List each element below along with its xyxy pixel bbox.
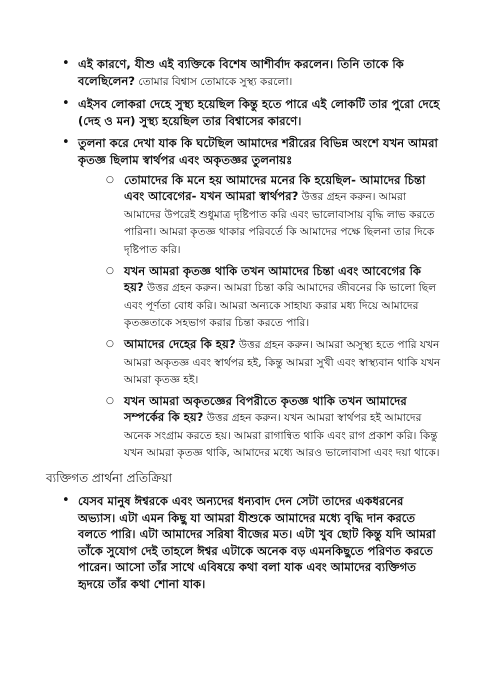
final-bullet-list: [60, 493, 443, 593]
list-item: [60, 56, 443, 90]
bullet-bold-text: এইসব লোকরা দেহে সুস্থ্য হয়েছিল কিন্তু হতে পারে এই লোকটি তার পুরো দেহে (দেহ ও মন) সুস্থ্য হয়েছিল তার বিশ্বাসের কারণে।: [78, 97, 440, 128]
sub-list-item: [106, 393, 443, 462]
sub-list-item: [106, 263, 443, 332]
list-item: [60, 135, 443, 462]
sub-bullet-bold-text: তোমাদের কি মনে হয় আমাদের মনের কি হয়েছিল- আমাদের চিন্তা এবং আবেগের- যখন আমরা স্বার্থপর?: [124, 172, 426, 204]
section-heading: ব্যক্তিগত প্রার্থনা প্রতিক্রিয়া: [46, 471, 173, 486]
sub-bullet-bold-text: যখন আমরা কৃতজ্ঞ থাকি তখন আমাদের চিন্তা এবং আবেগের কি হয়?: [124, 263, 422, 295]
sub-bullet-bold-text: আমাদের দেহের কি হয়?: [124, 336, 236, 351]
sub-bullet-normal-text: উত্তর গ্রহন করুন। আমরা আমাদের উপরেই শুধুমাত্র দৃষ্টিপাত করি এবং ভালোবাসায় বৃদ্ধি লাভ করতে পারিনা। আমরা কৃতজ্ঞ থাকার পরিবর্তে কি আমাদের পক্ষে ছিলনা তার দিকে দৃষ্টিপাত করি।: [124, 191, 435, 256]
sub-bullet-list: [78, 172, 443, 463]
final-bullet-text: যেসব মানুষ ঈশ্বরকে এবং অন্যদের ধন্যবাদ দেন সেটা তাদের একধরনের অভ্যাস। এটা এমন কিছু যা আমরা যীশুকে আমাদের মধ্যে বৃদ্ধি দান করতে বলতে পারি। এটা আমাদের সরিষা বীজের মত। এটা খুব ছোট কিন্তু যদি আমরা তাঁকে সুযোগ দেই তাহলে ঈশ্বর এটাকে অনেক বড় এমনকিছুতে পরিণত করতে পারেন। আসো তাঁর সাথে এবিষয়ে কথা বলা যাক এবং আমাদের ব্যক্তিগত হৃদয়ে তাঁর কথা শোনা যাক।: [78, 494, 436, 592]
bullet-bold-text: তুলনা করে দেখা যাক কি ঘটেছিল আমাদের শরীরের বিভিন্ন অংশে যখন আমরা কৃতজ্ঞ ছিলাম স্বার্থপর এবং অকৃতজ্ঞর তুলনায়ঃ: [78, 136, 438, 167]
bullet-bold-text: এই কারণে, যীশু এই ব্যক্তিকে বিশেষ আশীর্বাদ করলেন। তিনি তাকে কি বলেছিলেন?: [78, 57, 404, 88]
sub-list-item: [106, 336, 443, 389]
bullet-list: [60, 56, 443, 462]
sub-bullet-normal-text: উত্তর গ্রহন করুন। আমরা চিন্তা করি আমাদের জীবনের কি ভালো ছিল এবং পূর্ণতা বোধ করি। আমরা অন্যকে সাহায্য করার মধ্য দিয়ে আমাদের কৃতজ্ঞতাকে সহভাগ করার চিন্তা করতে পারি।: [124, 282, 437, 330]
sub-list-item: [106, 172, 443, 259]
sub-bullet-normal-text: উত্তর গ্রহন করুন। যখন আমরা স্বার্থপর হই আমাদের অনেক সংগ্রাম করতে হয়। আমরা রাগান্বিত থাকি এবং রাগ প্রকাশ করি। কিন্তু যখন আমরা কৃতজ্ঞ থাকি, আমাদের মধ্যে আরও ভালোবাসা এবং দয়া থাকে।: [124, 412, 440, 460]
sub-bullet-normal-text: উত্তর গ্রহন করুন। আমরা অসুস্থ্য হতে পারি যখন আমরা অকৃতজ্ঞ এবং স্বার্থপর হই, কিন্তু আমরা সুখী এবং স্বাস্থ্যবান থাকি যখন আমরা কৃতজ্ঞ হই।: [124, 338, 441, 387]
list-item: [60, 96, 443, 129]
bullet-normal-text: তোমার বিশ্বাস তোমাকে সুস্থ্য করলো।: [135, 75, 293, 88]
sub-bullet-bold-text: যখন আমরা অকৃতজ্ঞের বিপরীতে কৃতজ্ঞ থাকি তখন আমাদের সম্পর্কের কি হয়?: [124, 393, 407, 425]
list-item: [60, 493, 443, 593]
